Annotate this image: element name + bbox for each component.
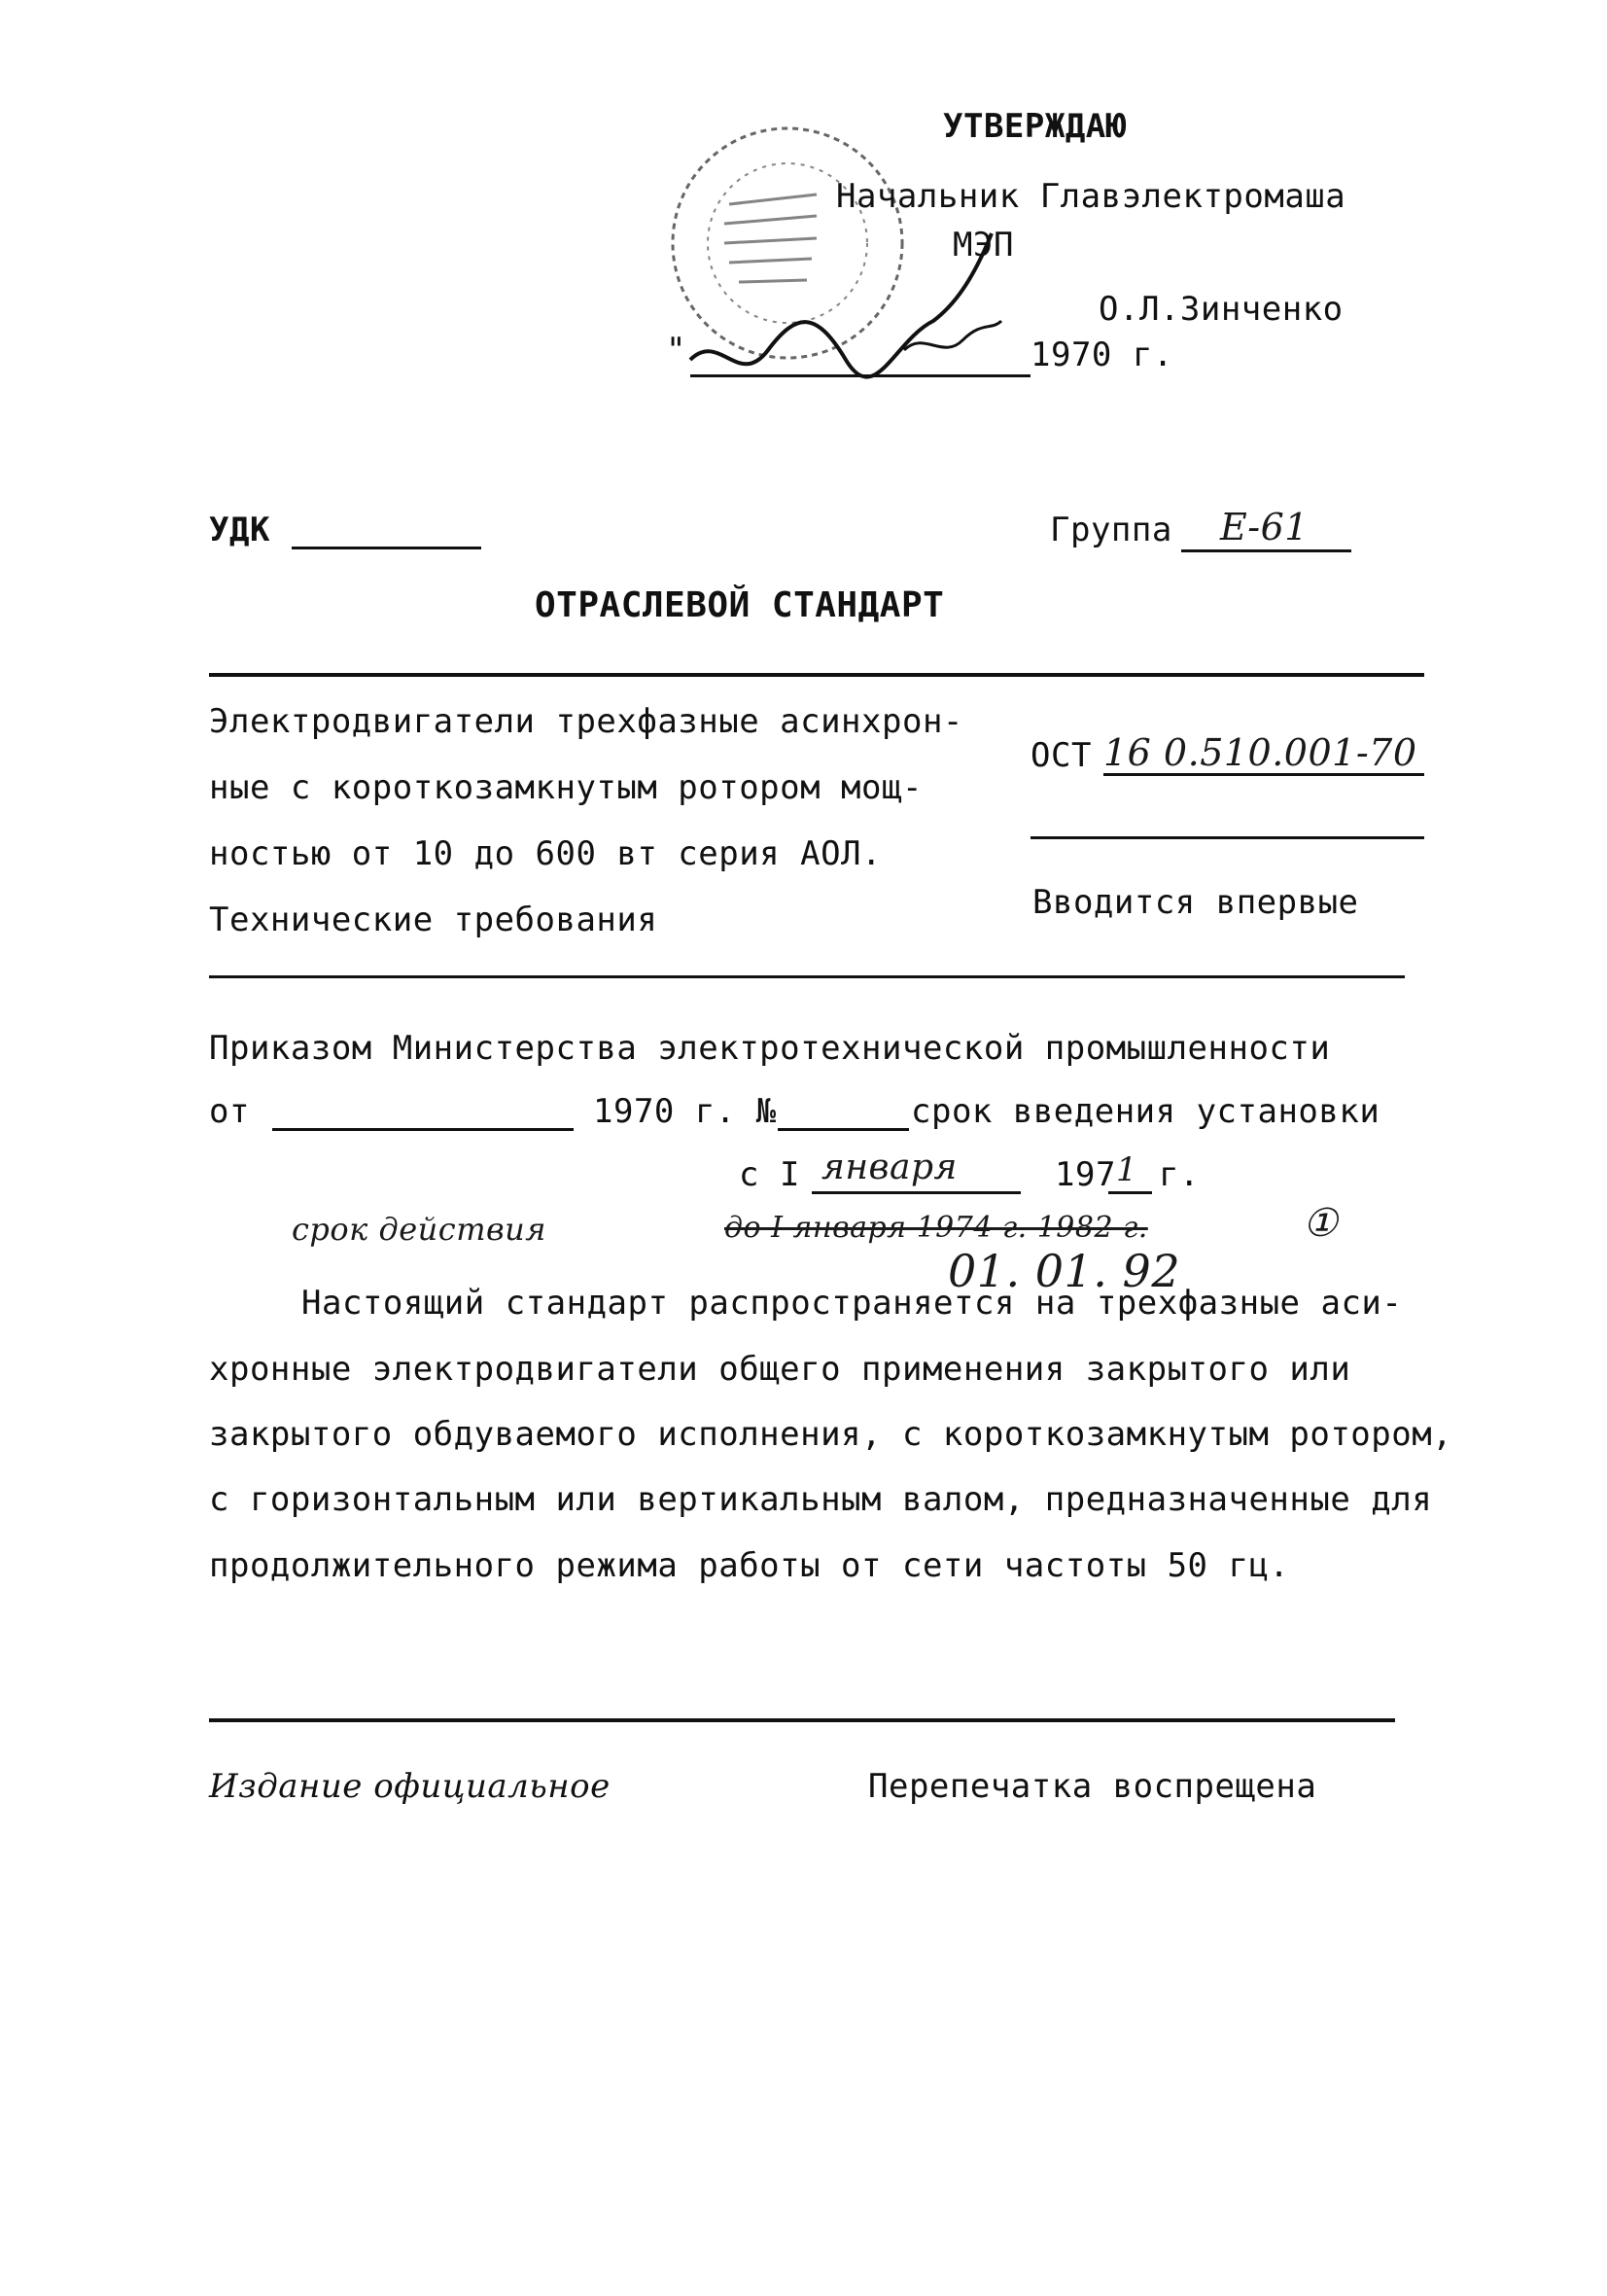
group-value: Е-61	[1220, 506, 1309, 548]
approval-date-line	[690, 374, 1031, 377]
start-prefix: с I	[739, 1155, 800, 1194]
udk-label: УДК	[209, 511, 270, 549]
group-label: Группа	[1050, 511, 1172, 549]
ost-underline	[1103, 773, 1424, 776]
validity-label: срок действия	[292, 1211, 546, 1248]
order-from-label: от	[209, 1092, 250, 1131]
divider-middle	[209, 975, 1405, 978]
validity-struck: до I января 1974 г. 1982 г.	[724, 1211, 1148, 1245]
approval-date-quote: "	[666, 331, 686, 370]
body-line-3: закрытого обдуваемого исполнения, с короткозамкнутым ротором,	[209, 1415, 1453, 1454]
order-line-1: Приказом Министерства электротехнической промышленности	[209, 1029, 1331, 1068]
start-month: января	[821, 1148, 958, 1187]
start-year-underline	[1108, 1191, 1152, 1194]
order-deadline-label: срок введения установки	[911, 1092, 1380, 1131]
udk-blank	[292, 547, 481, 549]
title-line-1: Электродвигатели трехфазные асинхрон-	[209, 702, 963, 741]
footer-reprint: Перепечатка воспрещена	[868, 1767, 1317, 1806]
approval-year: 1970 г.	[1031, 336, 1173, 374]
body-line-4: с горизонтальным или вертикальным валом, предназначенные для	[209, 1480, 1433, 1519]
divider-ost	[1031, 836, 1424, 839]
validity-new-date: 01. 01. 92	[948, 1245, 1181, 1297]
body-line-2: хронные электродвигатели общего применения закрытого или	[209, 1350, 1351, 1389]
order-number-blank	[778, 1128, 909, 1131]
introduced-note: Вводится впервые	[1032, 883, 1359, 922]
start-year-digit: 1	[1116, 1150, 1138, 1189]
approval-ministry: МЭП	[953, 226, 1014, 265]
start-year-suffix: г.	[1159, 1155, 1200, 1194]
standard-type: ОТРАСЛЕВОЙ СТАНДАРТ	[535, 585, 945, 625]
divider-top	[209, 673, 1424, 677]
body-line-5: продолжительного режима работы от сети частоты 50 гц.	[209, 1546, 1290, 1585]
approval-title: УТВЕРЖДАЮ	[943, 107, 1127, 146]
ost-label: ОСТ	[1031, 736, 1092, 775]
group-underline	[1181, 549, 1351, 552]
footer-official: Издание официальное	[209, 1767, 611, 1806]
order-date-blank	[272, 1128, 574, 1131]
approval-position: Начальник Главэлектромаша	[836, 177, 1346, 216]
ost-number: 16 0.510.001-70	[1103, 731, 1417, 774]
approval-signer: О.Л.Зинченко	[1099, 290, 1344, 329]
title-line-2: ные с короткозамкнутым ротором мощ-	[209, 768, 923, 807]
body-line-1: Настоящий стандарт распространяется на трехфазные аси-	[301, 1284, 1403, 1323]
title-line-4: Технические требования	[209, 901, 658, 939]
signature	[681, 214, 1089, 408]
divider-bottom	[209, 1718, 1395, 1722]
order-year: 1970 г. №	[593, 1092, 777, 1131]
validity-mark: ①	[1303, 1201, 1339, 1246]
start-year-prefix: 197	[1055, 1155, 1116, 1194]
start-month-underline	[812, 1191, 1021, 1194]
title-line-3: ностью от 10 до 600 вт серия АОЛ.	[209, 834, 883, 873]
